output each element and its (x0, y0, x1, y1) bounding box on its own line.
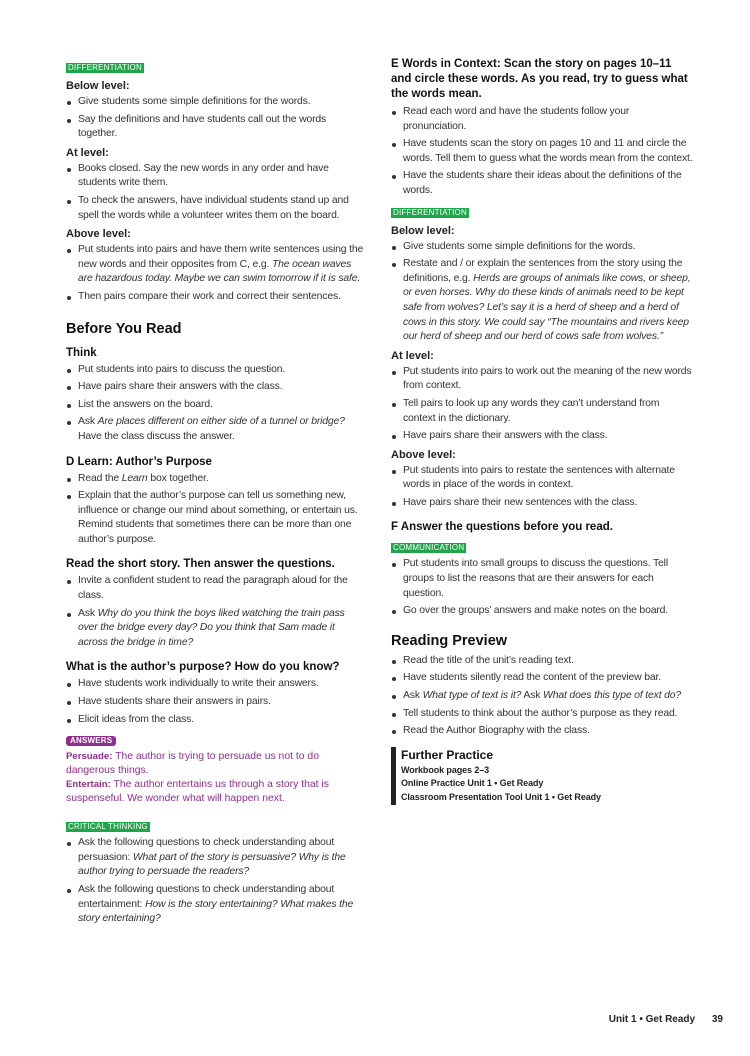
list-item: To check the answers, have individual students stand up and spell the words while a volunteer writes them on the board. (66, 194, 364, 223)
list-item: Have students work individually to write their answers. (66, 677, 364, 692)
below-level-label: Below level: (391, 224, 455, 237)
list-item: Elicit ideas from the class. (66, 713, 364, 728)
question-text: What does this type of text do? (543, 690, 682, 702)
differentiation-tag: DIFFERENTIATION (68, 63, 142, 72)
page-footer (609, 1014, 723, 1025)
learn-box-name: Learn (121, 472, 148, 484)
list-item (66, 472, 364, 487)
reading-preview-heading: Reading Preview (391, 632, 508, 649)
list-item-text: Restate and / or explain the sentences from the story using the definitions, e.g. (403, 258, 683, 284)
list-item: Give students some simple definitions for the words. (66, 95, 364, 110)
list-item: Go over the groups’ answers and make notes on the board. (391, 604, 693, 619)
list-item: Give students some simple definitions for the words. (391, 240, 693, 255)
list-item-text: Have the class discuss the answer. (78, 430, 235, 442)
communication-tag: COMMUNICATION (393, 543, 465, 553)
at-level-label: At level: (66, 146, 109, 159)
list-item: Say the definitions and have students call out the words together. (66, 113, 364, 142)
at-level-list (391, 365, 693, 444)
list-item: Read the Author Biography with the class. (391, 724, 693, 739)
example-sentence: Herds are groups of animals like cows, or sheep, or even horses. Why do these kinds of animals need to be kept safe from wolves? Let’s say it is a herd of sheep and a herd of cows in this story. We could say “The mountains and rivers keep our herd of sheep and our herd of cows safe from wolves.” (403, 272, 691, 343)
answer-key: Persuade: (66, 751, 113, 763)
reading-preview-list (391, 654, 693, 739)
list-item: Read the title of the unit’s reading text. (391, 654, 693, 669)
at-level-list (66, 162, 364, 223)
question-text: Are places different on either side of a tunnel or bridge? (97, 416, 345, 428)
list-item (66, 836, 364, 880)
list-item: Have students silently read the content of the preview bar. (391, 671, 693, 686)
list-item-text: Ask the following questions to check understanding about entertainment: (78, 884, 335, 910)
further-practice-item: Online Practice Unit 1 • Get Ready (401, 778, 544, 789)
page-number: 39 (711, 1014, 723, 1025)
list-item: Tell students to think about the author’s purpose as they read. (391, 707, 693, 722)
at-level-label: At level: (391, 349, 434, 362)
critical-thinking-list (66, 836, 364, 927)
list-item (66, 243, 364, 287)
differentiation-tag: DIFFERENTIATION (393, 207, 467, 217)
ask-prefix: Ask (78, 607, 95, 619)
short-story-heading: Read the short story. Then answer the questions. (66, 558, 335, 571)
list-item: Tell pairs to look up any words they can’t understand from context in the dictionary. (391, 397, 693, 426)
ask-prefix: Ask (403, 690, 420, 702)
list-item (66, 883, 364, 927)
list-item: Have pairs share their answers with the class. (66, 380, 364, 395)
question-text: How is the story entertaining? What makes the story entertaining? (78, 898, 354, 925)
further-practice-box (391, 747, 693, 806)
below-level-list (391, 240, 693, 345)
list-item-text: Read the (78, 472, 119, 484)
above-level-list (66, 243, 364, 304)
left-column (66, 57, 364, 930)
above-level-label: Above level: (391, 448, 456, 461)
further-practice-item: Classroom Presentation Tool Unit 1 • Get Ready (401, 791, 601, 802)
list-item (391, 689, 693, 704)
list-item-text: Put students into pairs and have them write sentences using the new words and their opposites from C, e.g. (78, 244, 364, 270)
list-item: Have students share their answers in pairs. (66, 695, 364, 710)
answer-before-read-heading: F Answer the questions before you read. (391, 521, 613, 534)
ask-prefix: Ask (78, 416, 95, 428)
list-item: Put students into pairs to work out the meaning of the new words from context. (391, 365, 693, 394)
list-item: Put students into pairs to discuss the question. (66, 363, 364, 378)
question-text: What part of the story is persuasive? Why is the author trying to persuade the readers? (78, 851, 346, 878)
answer-text: The author entertains us through a story that is suspenseful. We wonder what will happen next. (66, 779, 329, 805)
list-item: List the answers on the board. (66, 398, 364, 413)
critical-thinking-tag: CRITICAL THINKING (68, 822, 148, 832)
before-you-read-heading: Before You Read (66, 320, 182, 337)
below-level-label: Below level: (66, 80, 130, 92)
authors-purpose-question-heading: What is the author’s purpose? How do you know? (66, 661, 340, 674)
persuade-answer (66, 750, 364, 778)
question-text: What type of text is it? (422, 690, 522, 702)
footer-unit-label: Unit 1 • Get Ready (608, 1014, 696, 1025)
words-in-context-heading: E Words in Context: Scan the story on pages 10–11 and circle these words. As you read, try to guess what the words mean. (391, 58, 688, 100)
list-item (66, 607, 364, 651)
list-item (66, 415, 364, 444)
answer-key: Entertain: (66, 779, 111, 791)
below-level-list (66, 95, 364, 142)
ask-prefix: Ask (523, 690, 541, 702)
example-sentence: The ocean waves are hazardous today. Maybe we can swim tomorrow if it is safe. (78, 258, 361, 285)
think-list (66, 363, 364, 445)
list-item: Read each word and have the students follow your pronunciation. (391, 105, 693, 134)
further-practice-title: Further Practice (401, 747, 494, 762)
learn-authors-purpose-heading: D Learn: Author’s Purpose (66, 455, 212, 468)
list-item: Have students scan the story on pages 10 and 11 and circle the words. Tell them to guess what the words mean from the context. (391, 137, 693, 166)
list-item: Explain that the author’s purpose can tell us something new, influence or change our mind about something, or entertain us. Remind students that sometimes there can be more than one author’s purpose. (66, 489, 364, 547)
list-item: Then pairs compare their work and correct their sentences. (66, 290, 364, 305)
list-item: Put students into pairs to restate the sentences with alternate words in place of the words in context. (391, 464, 693, 493)
list-item: Put students into small groups to discuss the questions. Tell groups to list the reasons that are their answers for each question. (391, 557, 693, 601)
answers-tag: ANSWERS (66, 736, 116, 746)
purpose-list (66, 677, 364, 727)
list-item: Have pairs share their new sentences with the class. (391, 496, 693, 511)
list-item: Have pairs share their answers with the class. (391, 429, 693, 444)
right-column (391, 57, 693, 805)
answers-block (66, 750, 364, 806)
list-item: Have the students share their ideas about the definitions of the words. (391, 169, 693, 198)
above-level-list (391, 464, 693, 511)
list-item: Books closed. Say the new words in any order and have students write them. (66, 162, 364, 191)
entertain-answer (66, 778, 364, 806)
above-level-label: Above level: (66, 228, 131, 241)
words-in-context-list (391, 105, 693, 199)
list-item: Invite a confident student to read the paragraph aloud for the class. (66, 574, 364, 603)
short-story-list (66, 574, 364, 650)
learn-list (66, 472, 364, 548)
list-item-text: Ask the following questions to check understanding about persuasion: (78, 837, 335, 863)
list-item-text: box together. (150, 472, 209, 484)
communication-list (391, 557, 693, 618)
question-text: Why do you think the boys liked watching the train pass over the bridge every day? Do you think that Sam made it across the bridge in time? (78, 607, 345, 648)
list-item (391, 257, 693, 345)
answer-text: The author is trying to persuade us not to do dangerous things. (66, 751, 319, 777)
further-practice-item: Workbook pages 2–3 (401, 764, 490, 775)
think-heading: Think (66, 346, 97, 359)
